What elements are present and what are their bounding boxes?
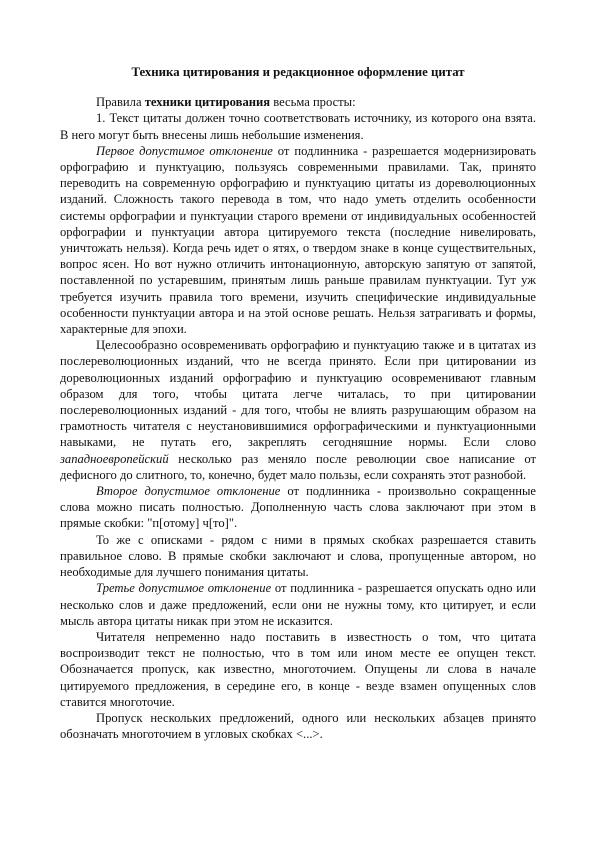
- modernize-paragraph: [60, 337, 536, 483]
- document-title: Техника цитирования и редакционное оформление цитат: [131, 65, 465, 79]
- first-deviation-paragraph: [60, 143, 536, 337]
- first-deviation-term: Первое допустимое отклонение: [96, 143, 273, 158]
- second-deviation-text: от подлинника - произвольно сокращенные слова можно писать полностью. Дополненную часть слова заключают при этом в прямые скобки: "п[отому] ч[то]".: [60, 484, 536, 531]
- modernize-italic-word: западноевропейский: [60, 451, 169, 466]
- typos-paragraph: То же с описками - рядом с ними в прямых скобках разрешается ставить правильное слово. В прямые скобки заключают и слова, пропущенные автором, но необходимые для лучшего понимания цитаты.: [60, 532, 536, 580]
- reader-paragraph: Читателя непременно надо поставить в известность о том, что цитата воспроизводит текст не полностью, что в том или ином месте ее опущен текст. Обозначается пропуск, как известно, многоточием. Опущены ли слова в начале цитируемого предложения, в середине его, в конце - везде взамен опущенных слов ставится многоточие.: [60, 629, 536, 709]
- third-deviation-term: Третье допустимое отклонение: [96, 581, 272, 596]
- modernize-text-1: Целесообразно осовременивать орфографию и пунктуацию также и в цитатах из послереволюционных изданий, что не всегда принято. Если при цитировании из дореволюционных изданий орфографию и пунктуацию осовременивают главным образом для того, чтобы цитата легче читалась, то при цитировании послереволюционных изданий - для того, чтобы не влиять разрушающим образом на грамотность читателя с неустановившимися орфографическими и пунктуационными навыками, не путать его, закреплять сегодняшние нормы. Если слово: [60, 338, 536, 450]
- modernize-text-2: несколько раз меняло после революции свое написание от дефисного до слитного, то, конечно, будет мало пользы, если сохранять этот разнобой.: [60, 451, 536, 482]
- third-deviation-text: от подлинника - разрешается опускать одно или несколько слов и даже предложений, если они не нужны тому, кто цитирует, и если мысль автора цитаты никак при этом не исказится.: [60, 581, 536, 628]
- rule-1-paragraph: 1. Текст цитаты должен точно соответствовать источнику, из которого она взята. В него могут быть внесены лишь небольшие изменения.: [60, 111, 536, 142]
- document-page: [60, 64, 536, 742]
- second-deviation-paragraph: [60, 483, 536, 532]
- first-deviation-text: от подлинника - разрешается модернизировать орфографию и пунктуацию, пользуясь современными правилами. Так, принято переводить на современную орфографию и пунктуацию цитаты из дореволюционных изданий. Сложность такого перевода в том, что надо уметь отделить особенности системы орфографии и пунктуации старого времени от индивидуальных особенностей орфографии и пунктуации автора цитируемого текста (последние нивелировать, уничтожать нельзя). Когда речь идет о ятях, о твердом знаке в конце существительных, вопрос ясен. Но вот нужно отличить интонационную, авторскую запятую от запятой, поставленной по устаревшим, принятым лишь раньше правилам пунктуации. Тут уж требуется изучить правила того времени, изучить специфические индивидуальные особенности пунктуации автора и на этой основе решать. Нельзя затрагивать и формы, характерные для эпохи.: [60, 143, 537, 337]
- intro-paragraph: [60, 94, 536, 110]
- intro-bold: техники цитирования: [144, 95, 271, 110]
- intro-post: весьма просты:: [270, 95, 356, 110]
- intro-pre: Правила: [96, 95, 145, 110]
- third-deviation-paragraph: [60, 580, 536, 629]
- second-deviation-term: Второе допустимое отклонение: [96, 484, 281, 499]
- omission-paragraph: Пропуск нескольких предложений, одного или нескольких абзацев принято обозначать многоточием в угловых скобках <...>.: [60, 710, 536, 742]
